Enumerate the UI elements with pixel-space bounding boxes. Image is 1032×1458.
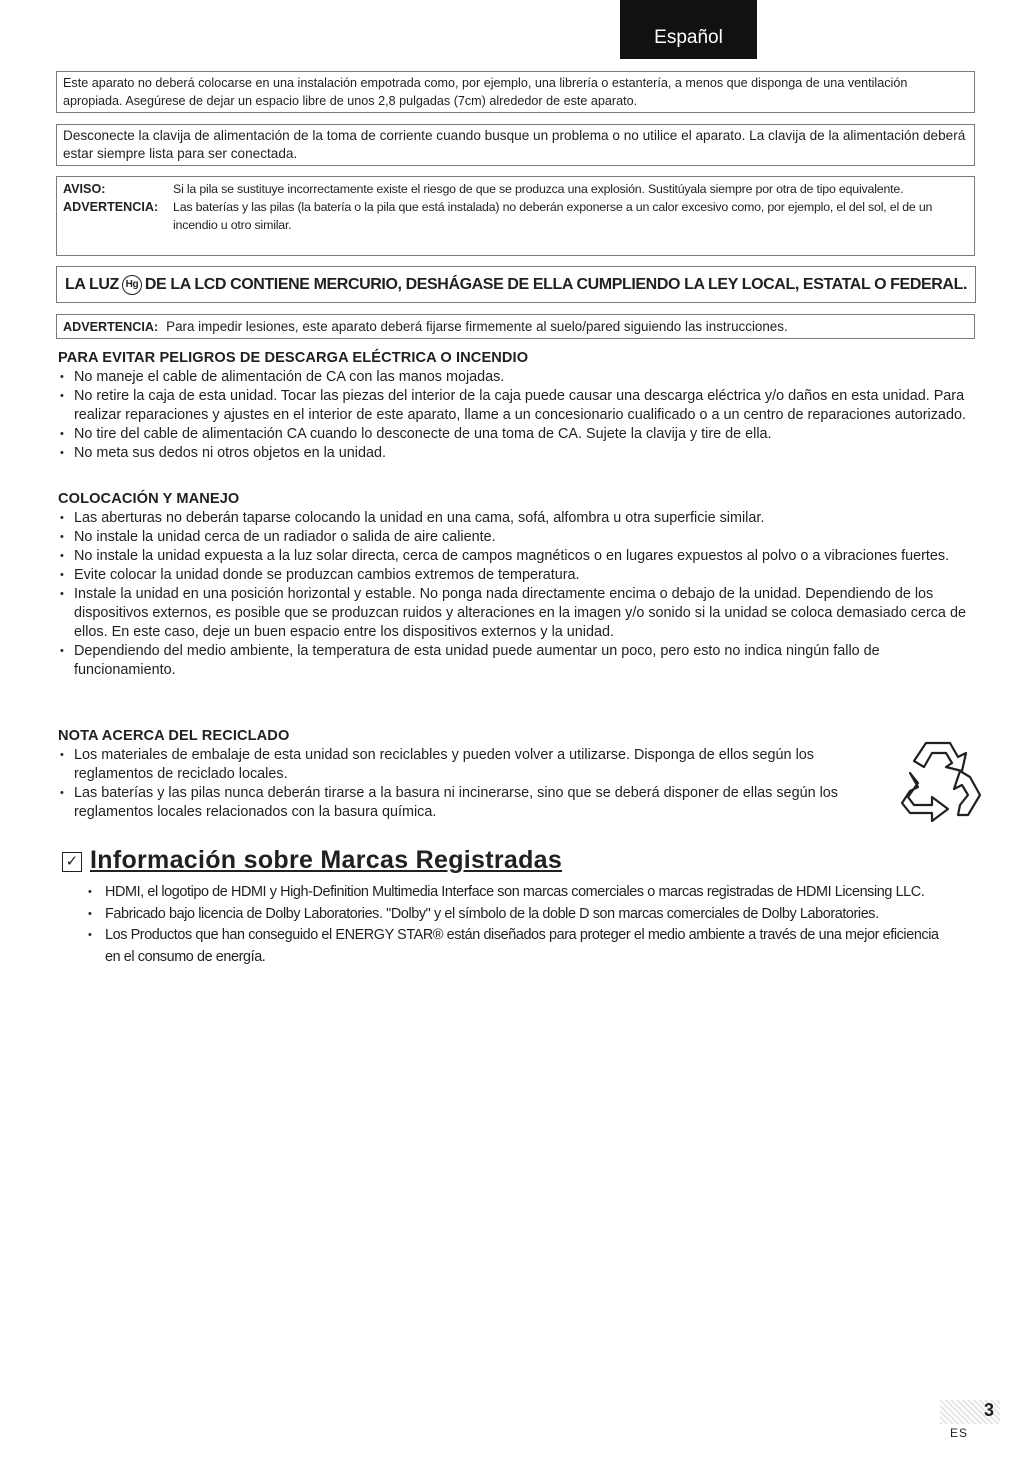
list-item: • HDMI, el logotipo de HDMI y High-Definition Multimedia Interface son marcas comerciales o marcas registradas de HDMI Licensing LLC. — [86, 882, 956, 904]
list-item: • Fabricado bajo licencia de Dolby Laboratories. "Dolby" y el símbolo de la doble D son marcas comerciales de Dolby Laboratories. — [86, 904, 956, 926]
recycling-section — [58, 727, 888, 822]
trademarks-list — [86, 882, 956, 968]
list-item: • Las aberturas no deberán taparse colocando la unidad en una cama, sofá, alfombra u otra superficie similar. — [58, 509, 976, 528]
list-item: • Dependiendo del medio ambiente, la temperatura de esta unidad puede aumentar un poco, pero esto no indica ningún fallo de funcionamiento. — [58, 642, 976, 680]
page-number: 3 — [983, 1400, 994, 1420]
mercury-banner — [56, 266, 976, 303]
list-item: • Los materiales de embalaje de esta unidad son reciclables y pueden volver a utilizarse. Disponga de ellos según los reglamentos de reciclado locales. — [58, 746, 888, 784]
language-tab: Español — [620, 0, 757, 59]
mounting-warning-label: ADVERTENCIA: — [63, 319, 159, 334]
mercury-banner-end: DE LA LCD CONTIENE MERCURIO, DESHÁGASE DE ELLA CUMPLIENDO LA LEY LOCAL, ESTATAL O FEDERAL. — [144, 275, 967, 293]
caution-row — [63, 180, 968, 198]
trademarks-title — [62, 846, 562, 875]
checkbox-icon: ✓ — [62, 852, 82, 872]
list-item: • No tire del cable de alimentación CA cuando lo desconecte de una toma de CA. Sujete la clavija y tire de ella. — [58, 425, 976, 444]
list-item: • No maneje el cable de alimentación de CA con las manos mojadas. — [58, 368, 976, 387]
power-plug-notice: Desconecte la clavija de alimentación de la toma de corriente cuando busque un problema o no utilice el aparato. La clavija de la alimentación deberá estar siempre lista para ser conectada. — [56, 124, 975, 166]
list-item: • No instale la unidad cerca de un radiador o salida de aire caliente. — [58, 528, 976, 547]
list-item: • Las baterías y las pilas nunca deberán tirarse a la basura ni incinerarse, sino que se deberá disponer de ellas según los reglamentos locales relacionados con la basura química. — [58, 784, 888, 822]
mounting-warning-text: Para impedir lesiones, este aparato deberá fijarse firmemente al suelo/pared siguiendo las instrucciones. — [166, 318, 788, 334]
warning-row — [63, 198, 968, 234]
section-heading: COLOCACIÓN Y MANEJO — [58, 491, 240, 507]
mounting-warning — [56, 314, 975, 339]
caution-text: Si la pila se sustituye incorrectamente existe el riesgo de que se produzca una explosión. Sustitúyala siempre por otra de tipo equivalente. — [173, 182, 904, 196]
trademarks-title-text: Información sobre Marcas Registradas — [90, 846, 563, 874]
list-item: • Evite colocar la unidad donde se produzcan cambios extremos de temperatura. — [58, 566, 976, 585]
placement-section — [58, 490, 976, 680]
installation-notice: Este aparato no deberá colocarse en una instalación empotrada como, por ejemplo, una librería o estantería, a menos que disponga de una ventilación apropiada. Asegúrese de dejar un espacio libre de unos 2,8 pulgadas (7cm) alrededor de este aparato. — [56, 71, 975, 113]
caution-label: AVISO: — [63, 182, 106, 196]
section-heading: PARA EVITAR PELIGROS DE DESCARGA ELÉCTRICA O INCENDIO — [58, 350, 529, 366]
list-item: • Los Productos que han conseguido el ENERGY STAR® están diseñados para proteger el medio ambiente a través de una mejor eficiencia en el consumo de energía. — [86, 925, 956, 968]
mercury-banner-start: LA LUZ — [65, 275, 119, 293]
warning-text: Las baterías y las pilas (la batería o la pila que está instalada) no deberán exponerse a un calor excesivo como, por ejemplo, el del sol, el de un incendio u otro similar. — [173, 200, 933, 232]
electric-shock-section — [58, 349, 976, 463]
warning-label: ADVERTENCIA: — [63, 200, 159, 214]
list-item: • No retire la caja de esta unidad. Tocar las piezas del interior de la caja puede causar una descarga eléctrica y/o daños en esta unidad. Para realizar reparaciones y ajustes en el interior de este aparato, llame a un concesionario cualificado o a un centro de reparaciones autorizado. — [58, 387, 976, 425]
mercury-hg-icon: Hg — [122, 275, 142, 295]
recycle-icon — [888, 733, 988, 823]
battery-warnings — [56, 176, 975, 256]
page-number-tab — [940, 1400, 1000, 1424]
list-item: • No instale la unidad expuesta a la luz solar directa, cerca de campos magnéticos o en lugares expuestos al polvo o a vibraciones fuertes. — [58, 547, 976, 566]
page-language-code: ES — [950, 1426, 969, 1440]
list-item: • Instale la unidad en una posición horizontal y estable. No ponga nada directamente encima o debajo de la unidad. Dependiendo de los dispositivos externos, es posible que se produzcan ruidos y alteraciones en la imagen y/o sonido si la unidad se coloca demasiado cerca de ellos. En este caso, deje un buen espacio entre los dispositivos externos y la unidad. — [58, 585, 976, 642]
section-heading: NOTA ACERCA DEL RECICLADO — [58, 728, 290, 744]
list-item: • No meta sus dedos ni otros objetos en la unidad. — [58, 444, 976, 463]
